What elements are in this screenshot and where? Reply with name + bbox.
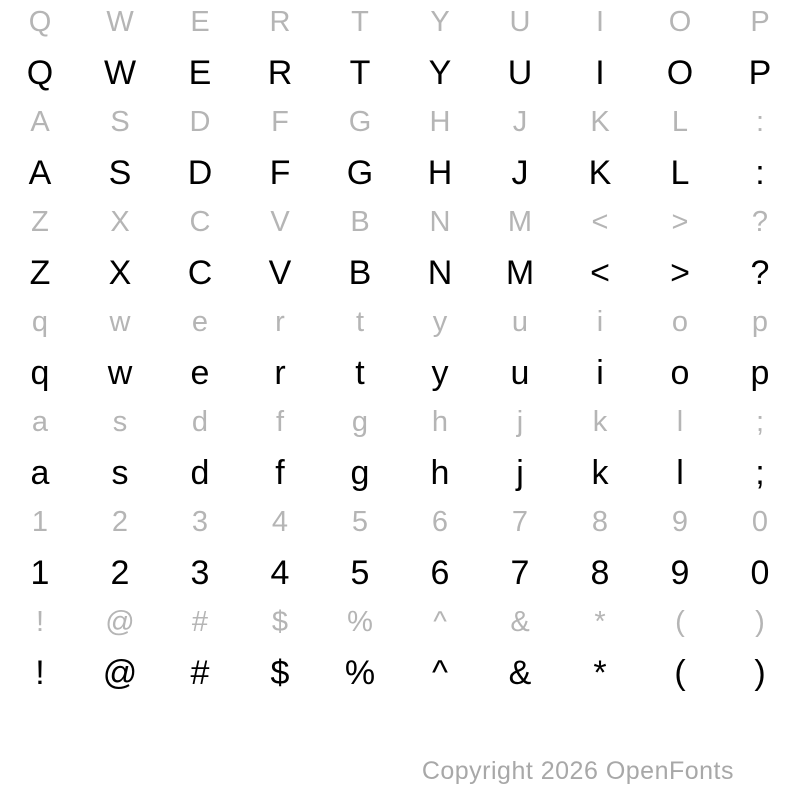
glyph-cell: 4 xyxy=(270,553,290,592)
glyph-cell: 0 xyxy=(750,553,770,592)
glyph-cell: d xyxy=(190,453,210,492)
glyph-cell: ? xyxy=(750,253,770,292)
glyph-cell: q xyxy=(30,353,50,392)
glyph-cell: 3 xyxy=(191,506,209,538)
glyph-cell: H xyxy=(429,106,451,138)
glyph-cell: y xyxy=(431,353,449,392)
glyph-cell: < xyxy=(590,253,610,292)
glyph-cell: f xyxy=(275,453,285,492)
glyph-row-lowercase-asdf-light xyxy=(0,400,800,445)
glyph-cell: J xyxy=(511,153,529,192)
glyph-cell: d xyxy=(191,406,209,438)
glyph-cell: N xyxy=(429,206,451,238)
glyph-cell: J xyxy=(512,106,528,138)
glyph-row-digits-dark xyxy=(0,545,800,600)
glyph-cell: N xyxy=(427,253,453,292)
glyph-cell: $ xyxy=(271,606,289,638)
glyph-cell: S xyxy=(108,153,132,192)
glyph-cell: P xyxy=(750,6,770,38)
glyph-cell: X xyxy=(110,206,130,238)
glyph-cell: > xyxy=(671,206,689,238)
glyph-cell: R xyxy=(267,53,293,92)
glyph-cell: r xyxy=(274,353,286,392)
glyph-cell: ; xyxy=(755,453,765,492)
glyph-cell: Q xyxy=(26,53,54,92)
glyph-cell: o xyxy=(670,353,690,392)
glyph-cell: Z xyxy=(29,253,51,292)
glyph-cell: g xyxy=(350,453,370,492)
glyph-cell: A xyxy=(28,153,52,192)
glyph-row-uppercase-qwerty-dark xyxy=(0,45,800,100)
glyph-cell: h xyxy=(431,406,449,438)
glyph-cell: 7 xyxy=(510,553,530,592)
glyph-cell: Z xyxy=(31,206,49,238)
glyph-cell: 6 xyxy=(431,506,449,538)
glyph-cell: : xyxy=(755,153,765,192)
glyph-cell: ^ xyxy=(432,653,448,692)
glyph-cell: K xyxy=(590,106,610,138)
glyph-cell: G xyxy=(346,153,374,192)
glyph-cell: e xyxy=(191,306,209,338)
glyph-cell: a xyxy=(30,453,50,492)
glyph-cell: # xyxy=(190,653,210,692)
glyph-cell: 2 xyxy=(111,506,129,538)
glyph-cell: T xyxy=(349,53,371,92)
glyph-cell: 3 xyxy=(190,553,210,592)
glyph-cell: M xyxy=(505,253,535,292)
glyph-cell: ! xyxy=(35,606,45,638)
glyph-row-uppercase-zxcv-light xyxy=(0,200,800,245)
glyph-cell: E xyxy=(190,6,210,38)
glyph-cell: U xyxy=(509,6,531,38)
glyph-cell: W xyxy=(103,53,137,92)
glyph-cell: D xyxy=(189,106,211,138)
glyph-cell: M xyxy=(507,206,533,238)
glyph-cell: O xyxy=(668,6,692,38)
glyph-cell: @ xyxy=(105,606,135,638)
glyph-cell: E xyxy=(188,53,212,92)
glyph-cell: 1 xyxy=(31,506,49,538)
glyph-cell: H xyxy=(427,153,453,192)
glyph-cell: 9 xyxy=(670,553,690,592)
glyph-cell: ) xyxy=(755,606,765,638)
glyph-row-lowercase-qwerty-light xyxy=(0,300,800,345)
glyph-row-symbols-light xyxy=(0,600,800,645)
glyph-cell: @ xyxy=(102,653,138,692)
glyph-cell: * xyxy=(594,606,606,638)
glyph-cell: l xyxy=(676,453,684,492)
glyph-cell: : xyxy=(755,106,765,138)
glyph-cell: t xyxy=(355,353,365,392)
glyph-cell: F xyxy=(269,153,291,192)
glyph-cell: < xyxy=(591,206,609,238)
glyph-cell: > xyxy=(670,253,690,292)
glyph-cell: i xyxy=(596,306,604,338)
glyph-cell: I xyxy=(595,6,605,38)
glyph-cell: A xyxy=(30,106,50,138)
glyph-cell: ? xyxy=(751,206,769,238)
glyph-row-symbols-dark xyxy=(0,645,800,700)
glyph-cell: 1 xyxy=(30,553,50,592)
glyph-cell: i xyxy=(596,353,604,392)
glyph-cell: R xyxy=(269,6,291,38)
glyph-cell: 9 xyxy=(671,506,689,538)
glyph-cell: g xyxy=(351,406,369,438)
copyright-text: Copyright 2026 OpenFonts xyxy=(421,757,734,785)
glyph-cell: S xyxy=(110,106,130,138)
glyph-cell: w xyxy=(107,353,133,392)
glyph-cell: ( xyxy=(674,653,686,692)
glyph-cell: l xyxy=(676,406,684,438)
glyph-cell: ^ xyxy=(433,606,447,638)
glyph-cell: 2 xyxy=(110,553,130,592)
glyph-cell: 8 xyxy=(591,506,609,538)
glyph-cell: o xyxy=(671,306,689,338)
glyph-cell: 4 xyxy=(271,506,289,538)
glyph-cell: p xyxy=(751,306,769,338)
glyph-cell: V xyxy=(270,206,290,238)
glyph-cell: p xyxy=(750,353,770,392)
glyph-row-lowercase-asdf-dark xyxy=(0,445,800,500)
glyph-cell: C xyxy=(187,253,213,292)
glyph-row-lowercase-qwerty-dark xyxy=(0,345,800,400)
glyph-cell: B xyxy=(350,206,370,238)
glyph-cell: ! xyxy=(35,653,45,692)
glyph-cell: r xyxy=(275,306,285,338)
glyph-cell: F xyxy=(271,106,289,138)
glyph-cell: 5 xyxy=(351,506,369,538)
glyph-cell: e xyxy=(190,353,210,392)
glyph-cell: & xyxy=(508,653,532,692)
glyph-cell: h xyxy=(430,453,450,492)
glyph-cell: I xyxy=(595,53,605,92)
glyph-cell: u xyxy=(511,306,529,338)
glyph-cell: D xyxy=(187,153,213,192)
glyph-cell: w xyxy=(109,306,131,338)
glyph-cell: P xyxy=(748,53,772,92)
glyph-cell: X xyxy=(108,253,132,292)
glyph-cell: V xyxy=(268,253,292,292)
glyph-row-digits-light xyxy=(0,500,800,545)
glyph-cell: ) xyxy=(754,653,766,692)
glyph-row-uppercase-asdf-dark xyxy=(0,145,800,200)
glyph-cell: Y xyxy=(428,53,452,92)
glyph-cell: Y xyxy=(430,6,450,38)
glyph-cell: j xyxy=(516,453,524,492)
glyph-cell: O xyxy=(666,53,694,92)
glyph-cell: k xyxy=(591,453,609,492)
glyph-cell: ( xyxy=(675,606,685,638)
glyph-cell: s xyxy=(111,453,129,492)
glyph-row-uppercase-zxcv-dark xyxy=(0,245,800,300)
glyph-cell: u xyxy=(510,353,530,392)
glyph-cell: L xyxy=(670,153,690,192)
glyph-cell: Q xyxy=(28,6,52,38)
glyph-cell: C xyxy=(189,206,211,238)
glyph-cell: 7 xyxy=(511,506,529,538)
glyph-cell: 5 xyxy=(350,553,370,592)
glyph-row-uppercase-qwerty-light xyxy=(0,0,800,45)
glyph-cell: % xyxy=(344,653,376,692)
glyph-cell: q xyxy=(31,306,49,338)
glyph-cell: y xyxy=(432,306,448,338)
glyph-cell: W xyxy=(106,6,134,38)
glyph-cell: 0 xyxy=(751,506,769,538)
glyph-cell: s xyxy=(112,406,128,438)
glyph-cell: & xyxy=(510,606,530,638)
glyph-cell: 6 xyxy=(430,553,450,592)
glyph-cell: B xyxy=(348,253,372,292)
glyph-cell: G xyxy=(348,106,372,138)
glyph-cell: $ xyxy=(270,653,290,692)
glyph-cell: j xyxy=(516,406,524,438)
glyph-cell: K xyxy=(588,153,612,192)
glyph-cell: T xyxy=(351,6,369,38)
glyph-cell: L xyxy=(671,106,689,138)
glyph-cell: * xyxy=(593,653,607,692)
glyph-cell: ; xyxy=(755,406,765,438)
glyph-cell: f xyxy=(275,406,285,438)
glyph-cell: # xyxy=(191,606,209,638)
glyph-cell: 8 xyxy=(590,553,610,592)
glyph-cell: k xyxy=(592,406,608,438)
glyph-cell: t xyxy=(355,306,365,338)
glyph-cell: a xyxy=(31,406,49,438)
glyph-row-uppercase-asdf-light xyxy=(0,100,800,145)
glyph-cell: U xyxy=(507,53,533,92)
glyph-cell: % xyxy=(347,606,373,638)
